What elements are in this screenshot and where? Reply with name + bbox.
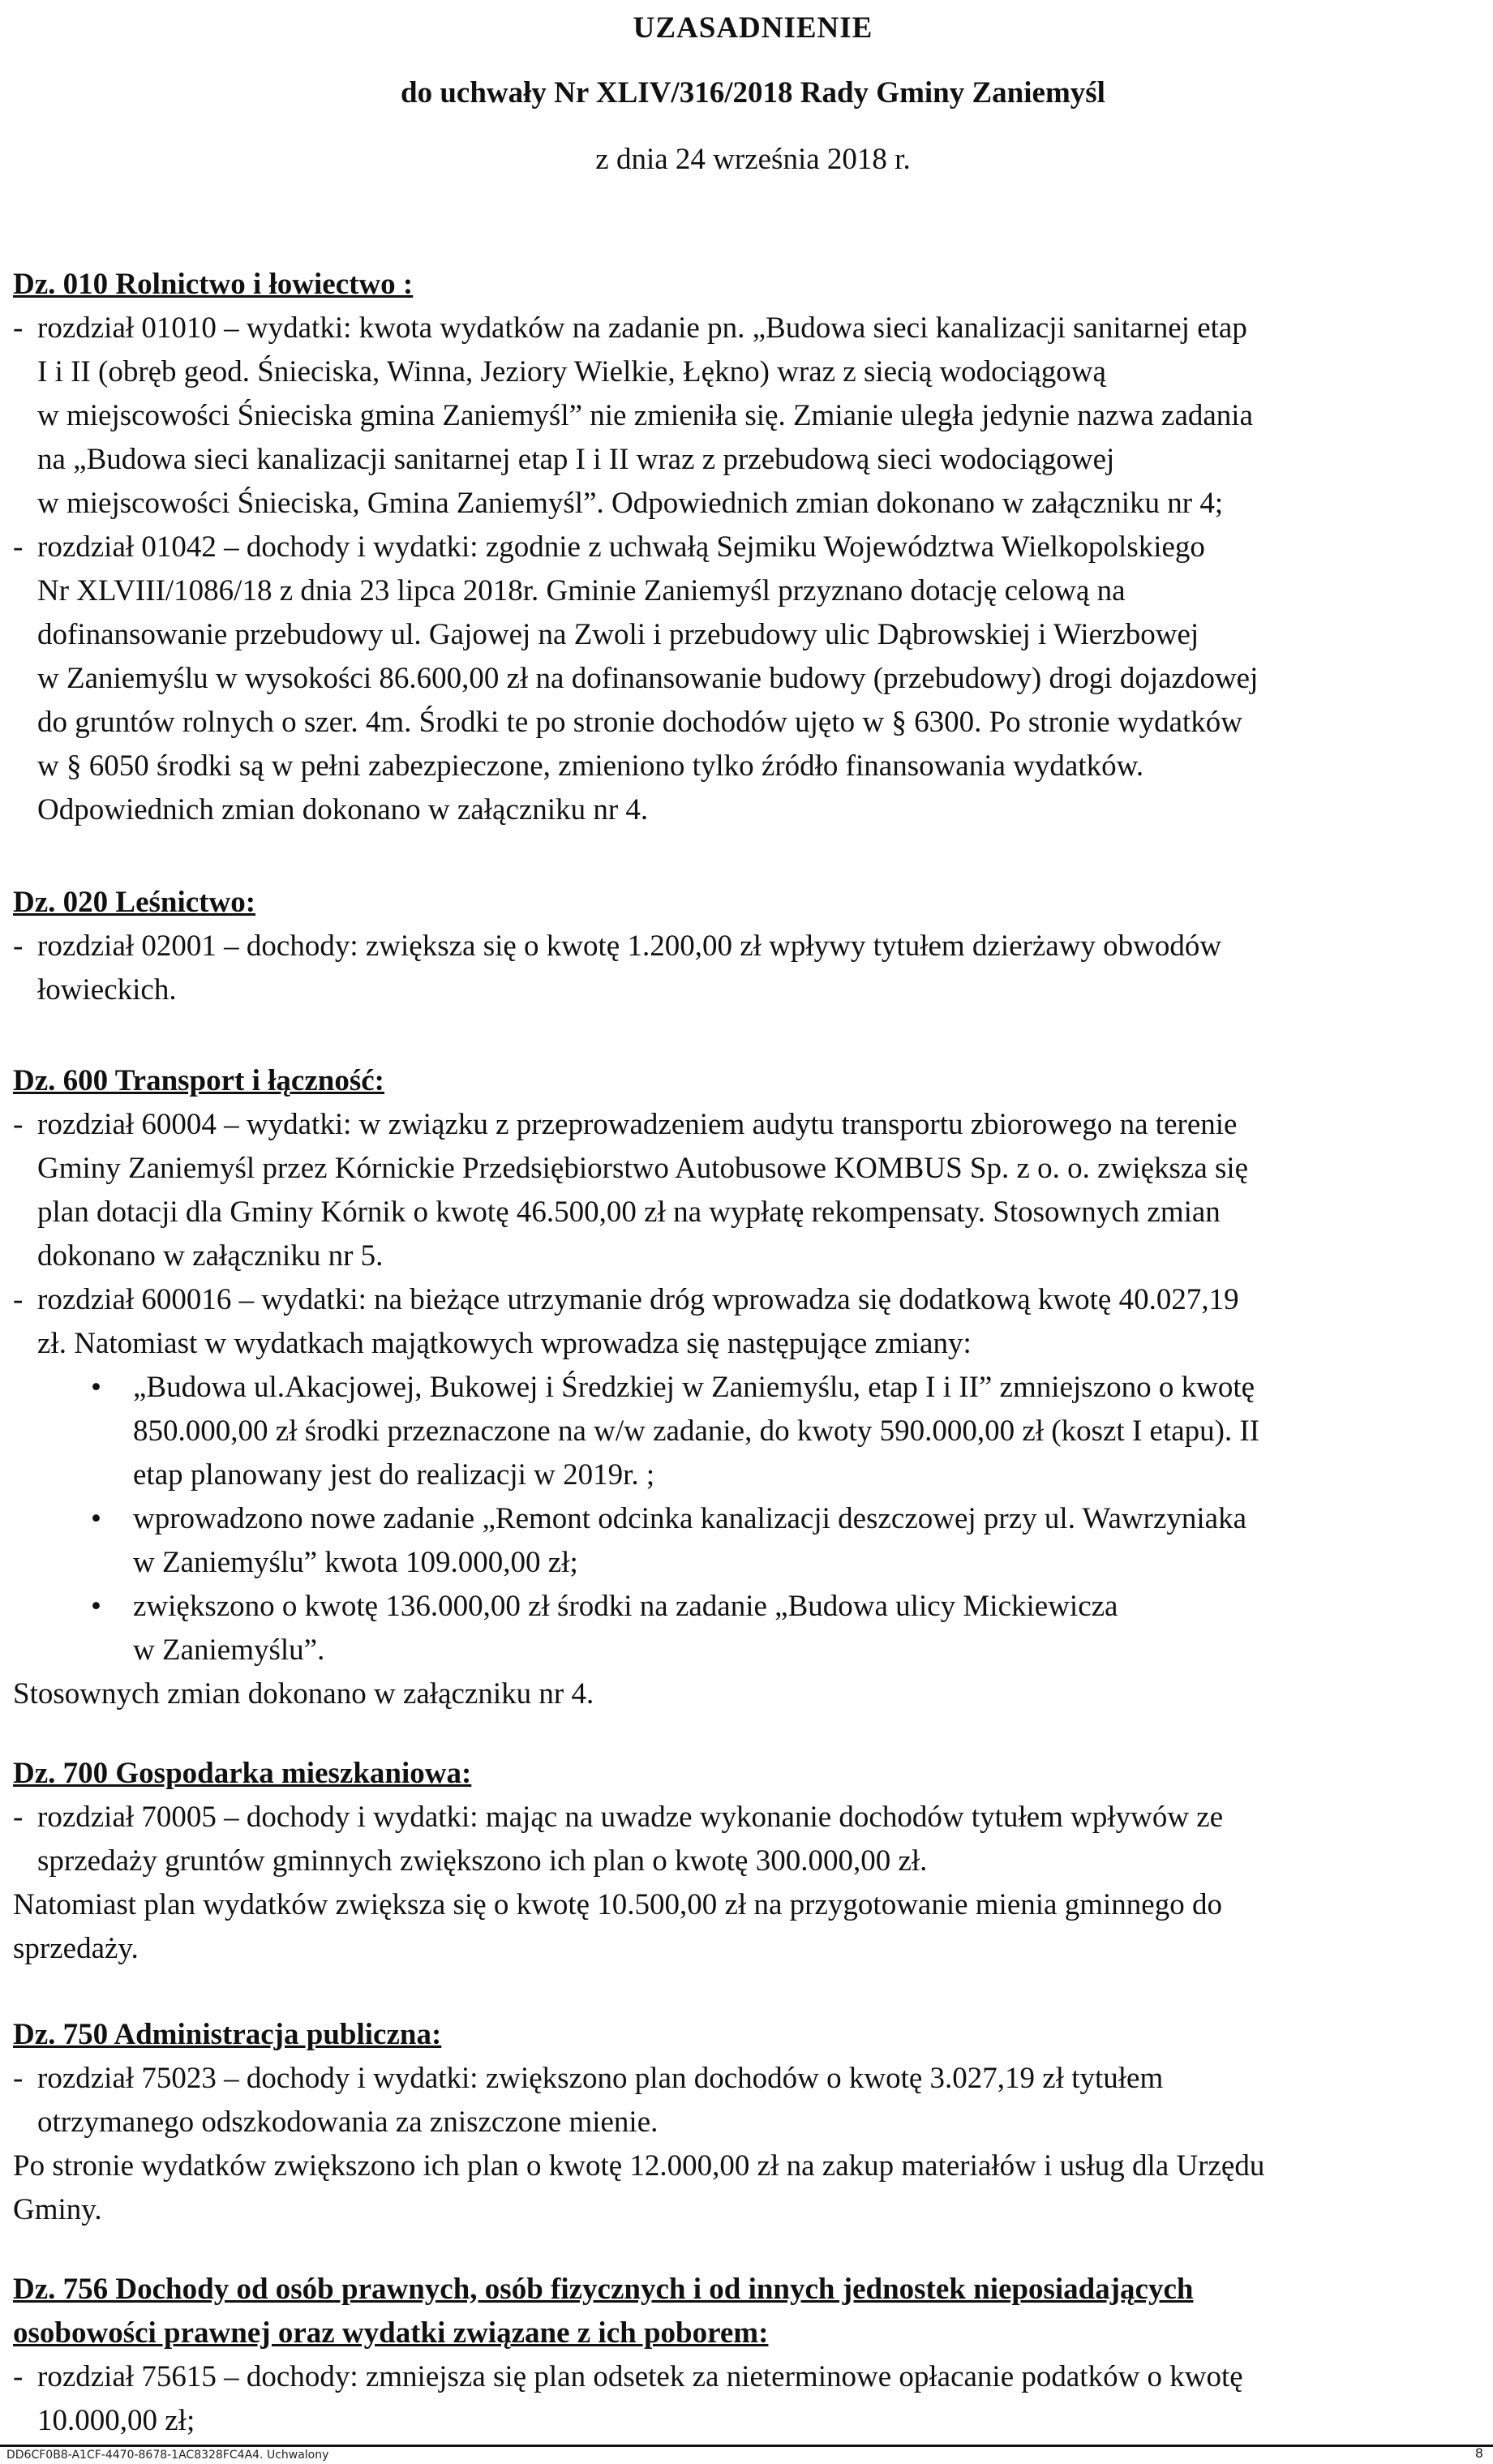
heading-line: osobowości prawnej oraz wydatki związane z ich poborem: [13,2316,769,2350]
bullet-item [13,1585,1493,1672]
section-heading: Dz. 750 Administracja publiczna: [13,2018,442,2051]
bullet-marker: • [91,1502,101,1535]
text-line: Odpowiednich zmian dokonano w załączniku nr 4. [37,793,649,826]
text-line: otrzymanego odszkodowania za zniszczone mienie. [37,2106,659,2139]
text-line: dokonano w załączniku nr 5. [37,1239,384,1273]
text-line: I i II (obręb geod. Śnieciska, Winna, Jeziory Wielkie, Łękno) wraz z siecią wodociągową [37,355,1106,388]
dash-marker: - [13,530,24,564]
text-line: etap planowany jest do realizacji w 2019r. ; [133,1458,655,1492]
text-line: Natomiast plan wydatków zwiększa się o kwotę 10.500,00 zł na przygotowanie mienia gminnego do [13,1888,1222,1921]
text-line: rozdział 75615 – dochody: zmniejsza się plan odsetek za nieterminowe opłacanie podatków o kwotę [37,2360,1243,2393]
document-body [13,0,1493,2443]
text-line: rozdział 60004 – wydatki: w związku z przeprowadzeniem audytu transportu zbiorowego na terenie [37,1108,1238,1141]
section-heading: Dz. 020 Leśnictwo: [13,886,256,919]
text-line: plan dotacji dla Gminy Kórnik o kwotę 46.500,00 zł na wypłatę rekompensaty. Stosownych zmian [37,1196,1221,1229]
page-footer [0,2445,1493,2464]
text-line: Gminy. [13,2193,102,2226]
section-600 [13,1059,1493,1716]
bullet-item [13,1366,1493,1497]
text-line: w Zaniemyślu” kwota 109.000,00 zł; [133,1546,578,1579]
text-line: sprzedaży gruntów gminnych zwiększono ich plan o kwotę 300.000,00 zł. [37,1844,928,1878]
section-heading [13,2268,1493,2355]
list-item [13,1278,1493,1366]
dash-marker: - [13,311,24,345]
text-line: „Budowa ul.Akacjowej, Bukowej i Średzkiej w Zaniemyślu, etap I i II” zmniejszono o kwotę [133,1371,1255,1404]
section-750 [13,2013,1493,2232]
text-line: Gminy Zaniemyśl przez Kórnickie Przedsiębiorstwo Autobusowe KOMBUS Sp. z o. o. zwiększa się [37,1152,1249,1185]
text-line: rozdział 600016 – wydatki: na bieżące utrzymanie dróg wprowadza się dodatkową kwotę 40.027,19 [37,1283,1239,1316]
resolution-date: z dnia 24 września 2018 r. [595,143,911,176]
section-700 [13,1752,1493,1971]
dash-marker: - [13,2062,24,2095]
list-item [13,526,1493,832]
list-item [13,1103,1493,1278]
heading-line: Dz. 756 Dochody od osób prawnych, osób fizycznych i od innych jednostek nieposiadających [13,2273,1194,2306]
dash-marker: - [13,929,24,963]
text-line: rozdział 75023 – dochody i wydatki: zwiększono plan dochodów o kwotę 3.027,19 zł tytułem [37,2062,1164,2095]
text-line: dofinansowanie przebudowy ul. Gajowej na Zwoli i przebudowy ulic Dąbrowskiej i Wierzbowej [37,618,1199,651]
text-line: Nr XLVIII/1086/18 z dnia 23 lipca 2018r. Gminie Zaniemyśl przyznano dotację celową na [37,574,1126,607]
text-line: wprowadzono nowe zadanie „Remont odcinka kanalizacji deszczowej przy ul. Wawrzyniaka [133,1502,1246,1535]
text-line: rozdział 70005 – dochody i wydatki: mając na uwadze wykonanie dochodów tytułem wpływów ze [37,1801,1224,1834]
page-number: 8 [1474,2445,1483,2461]
text-line: w § 6050 środki są w pełni zabezpieczone, zmieniono tylko źródło finansowania wydatków. [37,749,1144,783]
text-line: zwiększono o kwotę 136.000,00 zł środki na zadanie „Budowa ulicy Mickiewicza [133,1590,1118,1623]
text-line: 850.000,00 zł środki przeznaczone na w/w zadanie, do kwoty 590.000,00 zł (koszt I etapu). II [133,1414,1260,1448]
bullet-marker: • [91,1590,101,1623]
section-010 [13,263,1493,832]
paragraph [13,2144,1493,2232]
dash-marker: - [13,1801,24,1834]
dash-marker: - [13,1283,24,1316]
section-heading: Dz. 700 Gospodarka mieszkaniowa: [13,1757,472,1790]
list-item [13,2057,1493,2144]
section-020 [13,881,1493,1012]
text-line: Po stronie wydatków zwiększono ich plan o kwotę 12.000,00 zł na zakup materiałów i usług dla Urzędu [13,2149,1265,2183]
section-756 [13,2268,1493,2443]
list-item [13,1796,1493,1883]
resolution-reference: do uchwały Nr XLIV/316/2018 Rady Gminy Zaniemyśl [401,76,1105,109]
list-item [13,925,1493,1012]
dash-marker: - [13,2360,24,2393]
document-id: DD6CF0B8-A1CF-4470-8678-1AC8328FC4A4. Uchwalony [6,2449,329,2462]
text-line: łowieckich. [37,973,177,1007]
text-line: rozdział 01042 – dochody i wydatki: zgodnie z uchwałą Sejmiku Województwa Wielkopolskiego [37,530,1205,564]
paragraph [13,1883,1493,1971]
list-item [13,2355,1493,2443]
section-closing: Stosownych zmian dokonano w załączniku nr 4. [13,1677,594,1711]
text-line: rozdział 01010 – wydatki: kwota wydatków na zadanie pn. „Budowa sieci kanalizacji sanitarnej etap [37,311,1247,345]
text-line: w Zaniemyślu”. [133,1633,325,1667]
text-line: na „Budowa sieci kanalizacji sanitarnej etap I i II wraz z przebudową sieci wodociągowej [37,443,1115,476]
text-line: w Zaniemyślu w wysokości 86.600,00 zł na dofinansowanie budowy (przebudowy) drogi dojazdowej [37,662,1259,695]
text-line: do gruntów rolnych o szer. 4m. Środki te po stronie dochodów ujęto w § 6300. Po stronie wydatków [37,706,1242,739]
document-title: UZASADNIENIE [633,11,873,45]
bullet-item [13,1497,1493,1585]
section-heading: Dz. 600 Transport i łączność: [13,1064,385,1097]
list-item [13,307,1493,526]
bullet-marker: • [91,1371,101,1404]
text-line: 10.000,00 zł; [37,2404,195,2437]
text-line: w miejscowości Śnieciska, Gmina Zaniemyśl”. Odpowiednich zmian dokonano w załączniku nr 4; [37,487,1224,520]
text-line: sprzedaży. [13,1932,139,1965]
section-heading: Dz. 010 Rolnictwo i łowiectwo : [13,268,414,301]
text-line: rozdział 02001 – dochody: zwiększa się o kwotę 1.200,00 zł wpływy tytułem dzierżawy obwodów [37,929,1222,963]
text-line: zł. Natomiast w wydatkach majątkowych wprowadza się następujące zmiany: [37,1327,972,1360]
dash-marker: - [13,1108,24,1141]
text-line: w miejscowości Śnieciska gmina Zaniemyśl” nie zmieniła się. Zmianie uległa jedynie nazwa zadania [37,399,1254,432]
